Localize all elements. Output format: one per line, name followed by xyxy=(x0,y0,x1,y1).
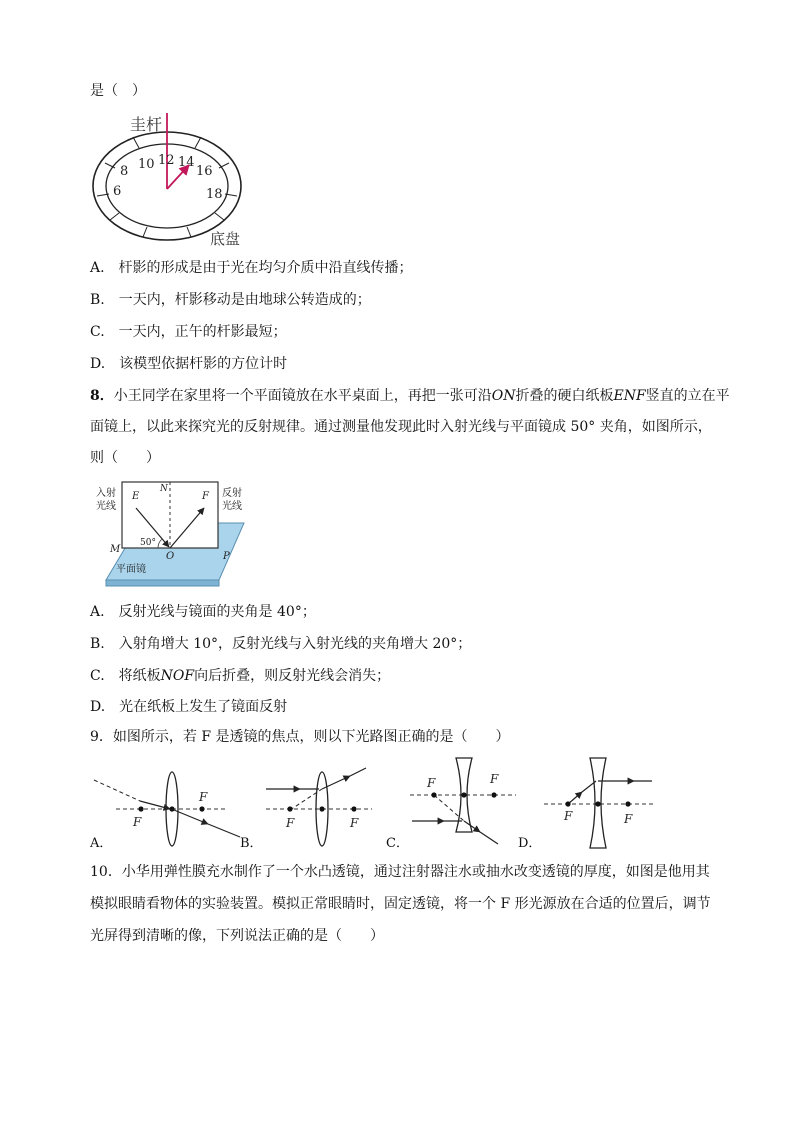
label-c: C． xyxy=(386,836,409,851)
lens-diagram-b xyxy=(240,758,382,851)
q8-stem-line2: 面镜上，以此来探究光的反射规律。通过测量他发现此时入射光线与平面镜成 50° 夹角，如图所示， xyxy=(90,419,712,435)
q8-option-c xyxy=(90,667,390,685)
q7-option-a: A. 杆影的形成是由于光在均匀介质中沿直线传播； xyxy=(90,260,413,276)
hour-18: 18 xyxy=(206,187,223,202)
q8-option-d: D. 光在纸板上发生了镜面反射 xyxy=(90,699,288,715)
hour-10: 10 xyxy=(138,157,155,172)
q8-line1-a: 小王同学在家里将一个平面镜放在水平桌面上，再把一张可沿 xyxy=(113,388,492,404)
q7-option-d: D. 该模型依据杆影的方位计时 xyxy=(90,356,288,372)
point-e: E xyxy=(132,491,140,502)
point-o: O xyxy=(166,551,175,562)
base-label: 底盘 xyxy=(210,230,241,248)
point-f: F xyxy=(202,491,209,502)
q7-option-c: C. 一天内，正午的杆影最短； xyxy=(90,324,287,340)
q8-stem-line3: 则（ ） xyxy=(90,450,160,466)
q10-stem-line1: 10．小华用弹性膜充水制作了一个水凸透镜，通过注射器注水或抽水改变透镜的厚度，如图是他用其 xyxy=(90,864,710,880)
label-b: B． xyxy=(240,836,263,851)
q9-stem: 9．如图所示，若 F 是透镜的焦点，则以下光路图正确的是（ ） xyxy=(90,729,510,745)
q8-option-c-nof: NOF xyxy=(160,668,195,684)
reflected-label-1: 反射 xyxy=(222,488,242,499)
focus-label-a-right: F xyxy=(199,790,208,804)
q7-option-b: B. 一天内，杆影移动是由地球公转造成的； xyxy=(90,292,371,308)
focus-label-c-right: F xyxy=(490,772,499,786)
q10-stem-line2: 模拟眼睛看物体的实验装置。模拟正常眼睛时，固定透镜，将一个 F 形光源放在合适的位置后，调节 xyxy=(90,896,711,912)
incident-label-2: 光线 xyxy=(96,501,116,512)
gnomon-label: 圭杆 xyxy=(130,115,163,134)
sundial-figure xyxy=(88,108,248,248)
incident-label-1: 入射 xyxy=(96,488,116,499)
label-a: A． xyxy=(90,836,113,851)
q8-line1-c: 竖直的立在平 xyxy=(645,388,730,404)
lens-diagram-a xyxy=(88,758,248,851)
q8-line1-b: 折叠的硬白纸板 xyxy=(515,388,614,404)
point-n: N xyxy=(160,484,168,494)
focus-label-d-left: F xyxy=(564,809,573,823)
lens-diagram-c xyxy=(384,752,524,851)
hour-14: 14 xyxy=(178,155,195,170)
point-p: P xyxy=(223,551,230,562)
q8-stem-line1 xyxy=(90,387,730,405)
reflection-figure xyxy=(92,478,252,588)
q8-line1-enf: ENF xyxy=(613,388,646,404)
q8-option-c-a: C. 将纸板 xyxy=(90,668,161,684)
hour-16: 16 xyxy=(196,164,213,179)
label-d: D． xyxy=(518,836,542,851)
q8-option-a: A. 反射光线与镜面的夹角是 40°； xyxy=(90,604,316,620)
q8-option-b: B. 入射角增大 10°，反射光线与入射光线的夹角增大 20°； xyxy=(90,636,472,652)
angle-label: 50° xyxy=(140,538,156,548)
focus-label-b-right: F xyxy=(350,816,359,830)
point-m: M xyxy=(110,544,121,555)
mirror-label: 平面镜 xyxy=(116,564,146,575)
q8-option-c-b: 向后折叠，则反射光线会消失； xyxy=(194,668,391,684)
q10-stem-line3: 光屏得到清晰的像，下列说法正确的是（ ） xyxy=(90,928,384,944)
focus-label-b-left: F xyxy=(286,816,295,830)
q7-stem-tail: 是（ ） xyxy=(90,83,146,99)
focus-label-c-left: F xyxy=(427,776,436,790)
hour-12: 12 xyxy=(158,153,175,168)
lens-diagram-d xyxy=(516,752,656,851)
hour-6: 6 xyxy=(113,184,122,199)
hour-8: 8 xyxy=(120,164,129,179)
q8-line1-on: ON xyxy=(491,388,516,404)
reflected-label-2: 光线 xyxy=(222,501,242,512)
q8-number: 8． xyxy=(90,388,114,404)
focus-label-a-left: F xyxy=(133,815,142,829)
focus-label-d-right: F xyxy=(624,812,633,826)
